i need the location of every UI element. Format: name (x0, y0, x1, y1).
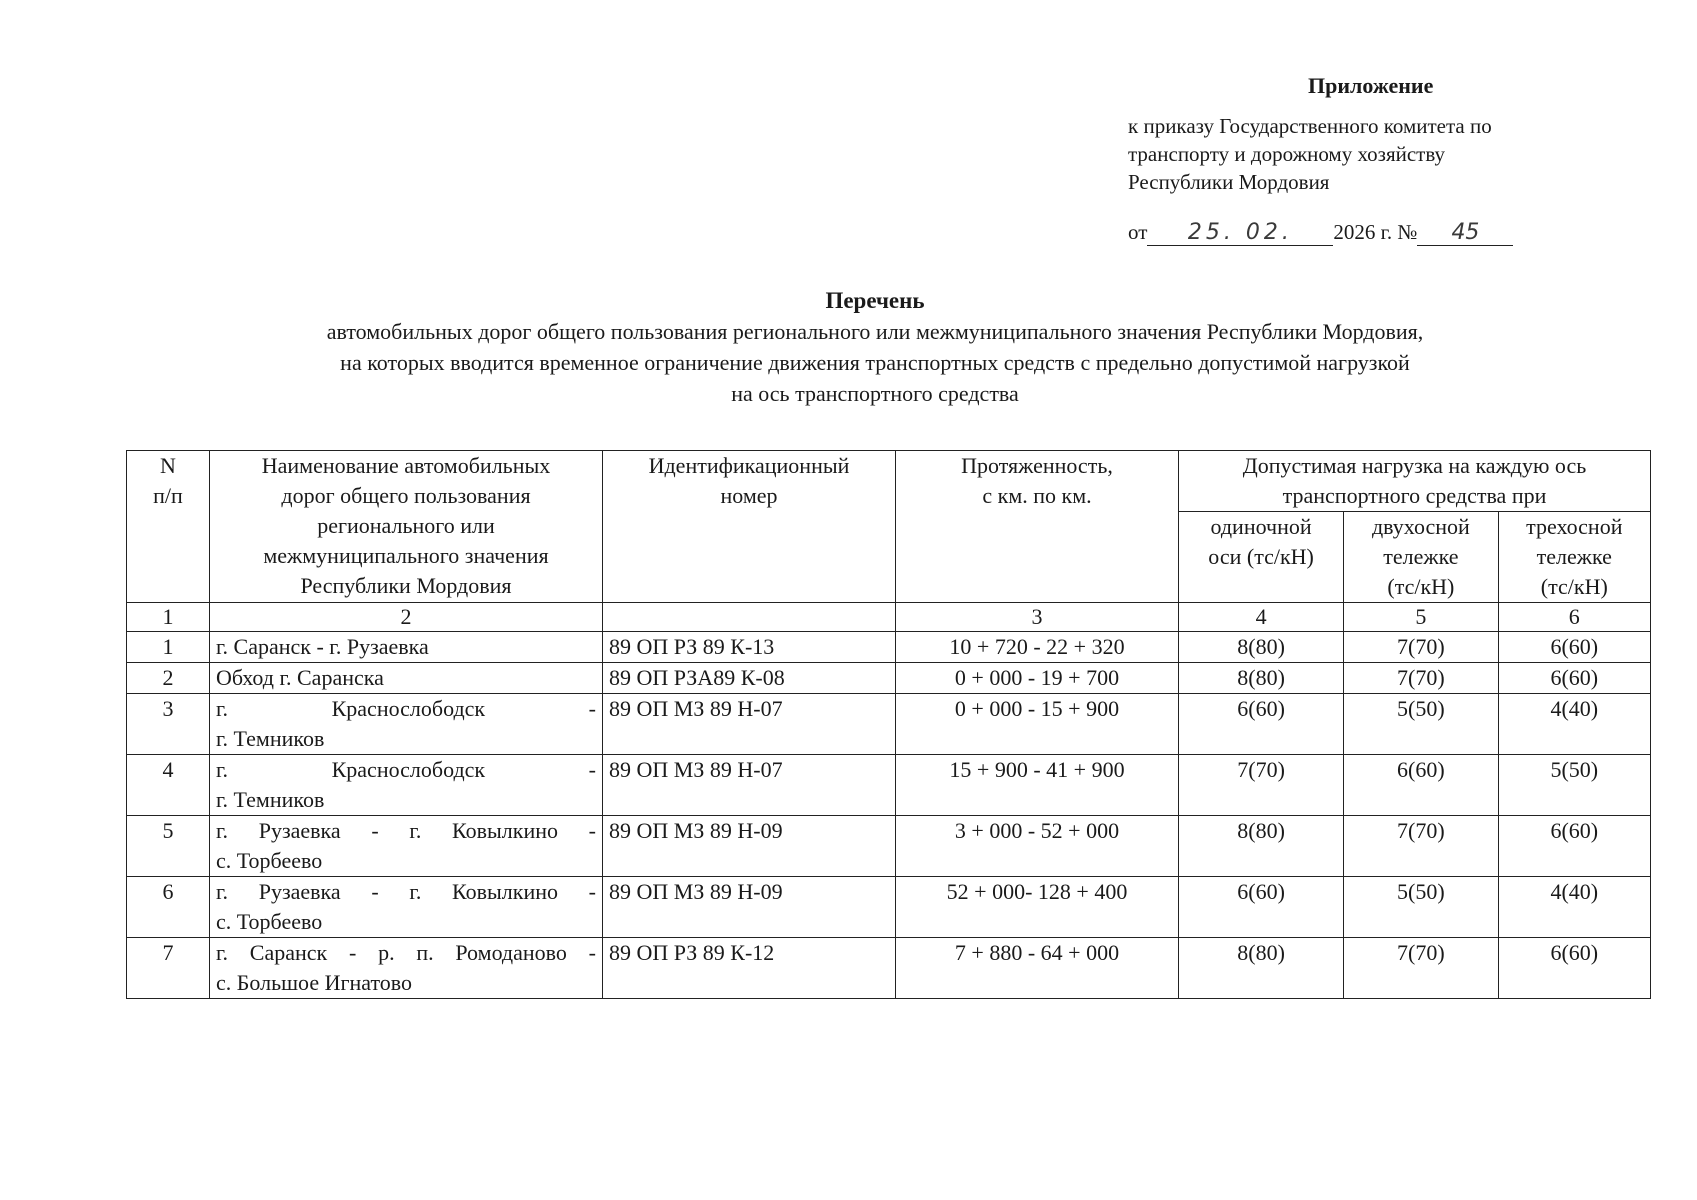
road-id: 89 ОП РЗ 89 К-12 (603, 938, 896, 999)
load-triple-bogie: 6(60) (1498, 938, 1650, 999)
road-name-line: с. Торбеево (216, 848, 323, 873)
road-name-line: г. Рузаевка - г. Ковылкино - (216, 818, 596, 843)
column-index: 6 (1498, 603, 1650, 632)
appendix-block (1128, 72, 1608, 248)
column-index: 2 (210, 603, 603, 632)
road-name (210, 938, 603, 999)
load-double-bogie: 5(50) (1344, 694, 1498, 755)
road-length: 15 + 900 - 41 + 900 (896, 755, 1179, 816)
title-line: на которых вводится временное ограничение движения транспортных средств с предельно допустимой нагрузкой (340, 350, 1410, 375)
road-length: 10 + 720 - 22 + 320 (896, 632, 1179, 663)
load-double-bogie: 6(60) (1344, 755, 1498, 816)
load-triple-bogie: 5(50) (1498, 755, 1650, 816)
header-length: Протяженность, с км. по км. (896, 451, 1179, 603)
header-triple-bogie: трехосной тележке (тс/кН) (1498, 512, 1650, 603)
road-length: 7 + 880 - 64 + 000 (896, 938, 1179, 999)
load-single-axle: 6(60) (1179, 694, 1344, 755)
column-index: 3 (896, 603, 1179, 632)
road-length: 0 + 000 - 19 + 700 (896, 663, 1179, 694)
table-row (127, 816, 1651, 877)
load-single-axle: 8(80) (1179, 663, 1344, 694)
header-single-axle: одиночной оси (тс/кН) (1179, 512, 1344, 603)
table-row (127, 877, 1651, 938)
order-date-handwritten: 25. 02. (1147, 221, 1333, 246)
document-title-block (110, 285, 1640, 409)
roads-table (126, 450, 1651, 999)
load-triple-bogie: 6(60) (1498, 632, 1650, 663)
title-line: на ось транспортного средства (731, 381, 1019, 406)
row-number: 5 (127, 816, 210, 877)
table-row (127, 694, 1651, 755)
row-number: 3 (127, 694, 210, 755)
load-double-bogie: 5(50) (1344, 877, 1498, 938)
road-id: 89 ОП РЗА89 К-08 (603, 663, 896, 694)
header-num: N п/п (127, 451, 210, 603)
row-number: 6 (127, 877, 210, 938)
road-name (210, 694, 603, 755)
order-year: 2026 г. № (1333, 220, 1418, 244)
load-triple-bogie: 6(60) (1498, 663, 1650, 694)
column-index: 4 (1179, 603, 1344, 632)
road-name (210, 632, 603, 663)
row-number: 1 (127, 632, 210, 663)
road-name (210, 663, 603, 694)
load-double-bogie: 7(70) (1344, 663, 1498, 694)
road-name-line: г. Темников (216, 787, 325, 812)
appendix-line: к приказу Государственного комитета по (1128, 114, 1492, 138)
table-row (127, 755, 1651, 816)
road-name-line: с. Большое Игнатово (216, 970, 413, 995)
order-date-number (1128, 218, 1608, 248)
road-id: 89 ОП РЗ 89 К-13 (603, 632, 896, 663)
road-id: 89 ОП МЗ 89 Н-09 (603, 816, 896, 877)
road-id: 89 ОП МЗ 89 Н-07 (603, 694, 896, 755)
load-double-bogie: 7(70) (1344, 816, 1498, 877)
header-id-number: Идентификационный номер (603, 451, 896, 603)
road-name-line: Обход г. Саранска (216, 665, 384, 690)
road-name (210, 877, 603, 938)
road-name-line: г. Рузаевка - г. Ковылкино - (216, 879, 596, 904)
header-double-bogie: двухосной тележке (тс/кН) (1344, 512, 1498, 603)
load-single-axle: 8(80) (1179, 632, 1344, 663)
load-single-axle: 6(60) (1179, 877, 1344, 938)
title-line: автомобильных дорог общего пользования регионального или межмуниципального значения Республики Мордовия, (326, 319, 1424, 344)
road-length: 52 + 000- 128 + 400 (896, 877, 1179, 938)
road-name (210, 755, 603, 816)
row-number: 2 (127, 663, 210, 694)
row-number: 7 (127, 938, 210, 999)
road-name-line: г. Краснослободск - (216, 757, 596, 782)
table-row (127, 632, 1651, 663)
appendix-reference (1128, 112, 1608, 196)
road-name-line: г. Саранск - р. п. Ромоданово - (216, 940, 596, 965)
header-axle-load: Допустимая нагрузка на каждую ось транспортного средства при (1179, 451, 1651, 512)
road-id: 89 ОП МЗ 89 Н-07 (603, 755, 896, 816)
load-triple-bogie: 6(60) (1498, 816, 1650, 877)
road-name-line: с. Торбеево (216, 909, 323, 934)
document-title: Перечень (825, 288, 925, 313)
road-name-line: г. Саранск - г. Рузаевка (216, 634, 429, 659)
header-road-name: Наименование автомобильных дорог общего пользования регионального или межмуниципального значения Республики Мордовия (210, 451, 603, 603)
road-id: 89 ОП МЗ 89 Н-09 (603, 877, 896, 938)
road-name (210, 816, 603, 877)
column-index-row (127, 603, 1651, 632)
load-triple-bogie: 4(40) (1498, 877, 1650, 938)
road-name-line: г. Темников (216, 726, 325, 751)
table-row (127, 663, 1651, 694)
order-prefix: от (1128, 220, 1148, 244)
road-length: 0 + 000 - 15 + 900 (896, 694, 1179, 755)
load-double-bogie: 7(70) (1344, 632, 1498, 663)
column-index: 5 (1344, 603, 1498, 632)
column-index: 1 (127, 603, 210, 632)
table-row (127, 938, 1651, 999)
load-single-axle: 8(80) (1179, 938, 1344, 999)
appendix-heading: Приложение (1308, 73, 1434, 98)
row-number: 4 (127, 755, 210, 816)
road-length: 3 + 000 - 52 + 000 (896, 816, 1179, 877)
load-triple-bogie: 4(40) (1498, 694, 1650, 755)
appendix-line: Республики Мордовия (1128, 170, 1330, 194)
order-number-handwritten: 45 (1417, 221, 1513, 246)
header-row (127, 451, 1651, 512)
load-double-bogie: 7(70) (1344, 938, 1498, 999)
column-index (603, 603, 896, 632)
appendix-line: транспорту и дорожному хозяйству (1128, 142, 1446, 166)
load-single-axle: 7(70) (1179, 755, 1344, 816)
load-single-axle: 8(80) (1179, 816, 1344, 877)
road-name-line: г. Краснослободск - (216, 696, 596, 721)
